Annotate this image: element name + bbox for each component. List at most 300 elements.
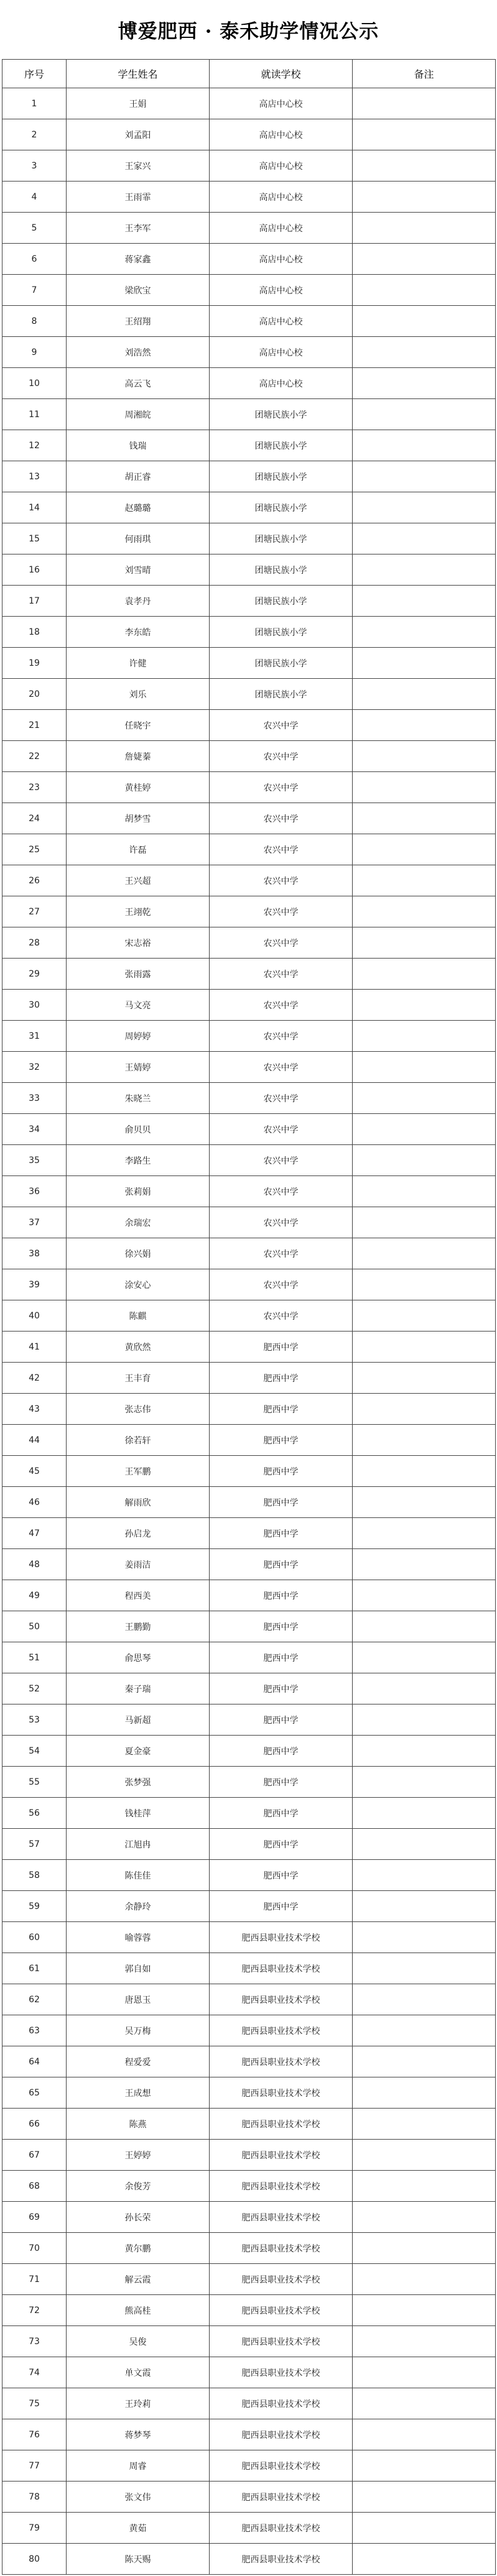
- table-row: [2, 430, 496, 461]
- table-row: [2, 1425, 496, 1456]
- cell-school: 肥西县职业技术学校: [210, 2388, 353, 2419]
- cell-student-name: 唐恩玉: [67, 1984, 210, 2015]
- cell-index: 11: [2, 399, 67, 430]
- cell-student-name: 江旭冉: [67, 1829, 210, 1860]
- cell-school: 肥西中学: [210, 1736, 353, 1767]
- table-row: [2, 1580, 496, 1611]
- table-row: [2, 213, 496, 244]
- cell-student-name: 袁孝丹: [67, 586, 210, 617]
- cell-school: 农兴中学: [210, 990, 353, 1021]
- table-row: [2, 1860, 496, 1891]
- cell-remark: [353, 2326, 496, 2357]
- cell-school: 肥西县职业技术学校: [210, 2264, 353, 2295]
- cell-index: 46: [2, 1487, 67, 1518]
- cell-index: 28: [2, 927, 67, 959]
- cell-index: 55: [2, 1767, 67, 1798]
- cell-student-name: 钱瑞: [67, 430, 210, 461]
- table-row: [2, 1611, 496, 1642]
- cell-index: 4: [2, 182, 67, 213]
- cell-school: 团塘民族小学: [210, 461, 353, 492]
- cell-school: 团塘民族小学: [210, 586, 353, 617]
- cell-student-name: 王绍翔: [67, 306, 210, 337]
- cell-student-name: 王雨霏: [67, 182, 210, 213]
- cell-school: 肥西中学: [210, 1549, 353, 1580]
- table-row: [2, 2015, 496, 2046]
- cell-student-name: 周湘皖: [67, 399, 210, 430]
- cell-remark: [353, 2015, 496, 2046]
- cell-remark: [353, 586, 496, 617]
- cell-index: 6: [2, 244, 67, 275]
- table-row: [2, 586, 496, 617]
- table-row: [2, 1518, 496, 1549]
- cell-index: 71: [2, 2264, 67, 2295]
- cell-remark: [353, 772, 496, 803]
- cell-remark: [353, 337, 496, 368]
- cell-remark: [353, 182, 496, 213]
- cell-remark: [353, 1021, 496, 1052]
- cell-remark: [353, 2544, 496, 2575]
- cell-index: 23: [2, 772, 67, 803]
- cell-remark: [353, 2357, 496, 2388]
- cell-school: 肥西中学: [210, 1425, 353, 1456]
- cell-index: 8: [2, 306, 67, 337]
- cell-school: 农兴中学: [210, 710, 353, 741]
- table-row: [2, 150, 496, 182]
- cell-student-name: 张文伟: [67, 2482, 210, 2513]
- cell-student-name: 周睿: [67, 2450, 210, 2482]
- cell-student-name: 秦子瑞: [67, 1673, 210, 1704]
- cell-index: 37: [2, 1207, 67, 1238]
- cell-student-name: 朱晓兰: [67, 1083, 210, 1114]
- cell-student-name: 徐若轩: [67, 1425, 210, 1456]
- table-row: [2, 2419, 496, 2450]
- page-title: 博爱肥西 · 泰禾助学情况公示: [118, 21, 379, 43]
- cell-school: 肥西中学: [210, 1891, 353, 1922]
- table-row: [2, 927, 496, 959]
- table-row: [2, 1394, 496, 1425]
- cell-remark: [353, 1642, 496, 1673]
- table-row: [2, 1736, 496, 1767]
- cell-school: 农兴中学: [210, 834, 353, 865]
- cell-index: 32: [2, 1052, 67, 1083]
- cell-school: 肥西中学: [210, 1363, 353, 1394]
- cell-student-name: 张莉娟: [67, 1176, 210, 1207]
- cell-school: 高店中心校: [210, 306, 353, 337]
- cell-index: 25: [2, 834, 67, 865]
- student-table: [2, 59, 496, 2575]
- table-row: [2, 1145, 496, 1176]
- table-row: [2, 2544, 496, 2575]
- cell-remark: [353, 368, 496, 399]
- table-row: [2, 244, 496, 275]
- cell-student-name: 黄桂婷: [67, 772, 210, 803]
- cell-student-name: 解云霞: [67, 2264, 210, 2295]
- cell-school: 高店中心校: [210, 213, 353, 244]
- cell-school: 团塘民族小学: [210, 617, 353, 648]
- table-row: [2, 1798, 496, 1829]
- cell-index: 31: [2, 1021, 67, 1052]
- cell-school: 肥西县职业技术学校: [210, 2171, 353, 2202]
- cell-index: 51: [2, 1642, 67, 1673]
- cell-remark: [353, 1580, 496, 1611]
- cell-remark: [353, 927, 496, 959]
- cell-remark: [353, 213, 496, 244]
- table-row: [2, 2233, 496, 2264]
- cell-school: 肥西县职业技术学校: [210, 2202, 353, 2233]
- table-row: [2, 2109, 496, 2140]
- cell-remark: [353, 2140, 496, 2171]
- cell-index: 44: [2, 1425, 67, 1456]
- cell-index: 69: [2, 2202, 67, 2233]
- cell-school: 高店中心校: [210, 368, 353, 399]
- cell-remark: [353, 1114, 496, 1145]
- cell-student-name: 王成想: [67, 2077, 210, 2109]
- cell-school: 肥西县职业技术学校: [210, 2482, 353, 2513]
- cell-remark: [353, 1269, 496, 1300]
- cell-student-name: 夏金豪: [67, 1736, 210, 1767]
- cell-student-name: 李路生: [67, 1145, 210, 1176]
- cell-school: 肥西中学: [210, 1798, 353, 1829]
- cell-remark: [353, 275, 496, 306]
- cell-index: 60: [2, 1922, 67, 1953]
- table-row: [2, 2264, 496, 2295]
- table-row: [2, 554, 496, 586]
- table-row: [2, 2295, 496, 2326]
- header-remark: 备注: [353, 60, 496, 88]
- cell-remark: [353, 1145, 496, 1176]
- cell-remark: [353, 2513, 496, 2544]
- cell-index: 27: [2, 896, 67, 927]
- cell-student-name: 高云飞: [67, 368, 210, 399]
- cell-school: 农兴中学: [210, 1021, 353, 1052]
- cell-school: 团塘民族小学: [210, 523, 353, 554]
- cell-index: 39: [2, 1269, 67, 1300]
- cell-student-name: 王兴超: [67, 865, 210, 896]
- cell-school: 农兴中学: [210, 1238, 353, 1269]
- cell-student-name: 吴俊: [67, 2326, 210, 2357]
- cell-index: 59: [2, 1891, 67, 1922]
- cell-school: 肥西中学: [210, 1456, 353, 1487]
- cell-remark: [353, 306, 496, 337]
- cell-student-name: 孙启龙: [67, 1518, 210, 1549]
- cell-index: 18: [2, 617, 67, 648]
- table-row: [2, 2388, 496, 2419]
- table-row: [2, 1642, 496, 1673]
- cell-index: 36: [2, 1176, 67, 1207]
- cell-remark: [353, 150, 496, 182]
- cell-school: 肥西县职业技术学校: [210, 1953, 353, 1984]
- cell-school: 肥西中学: [210, 1642, 353, 1673]
- cell-student-name: 陈佳佳: [67, 1860, 210, 1891]
- cell-school: 肥西中学: [210, 1829, 353, 1860]
- cell-index: 53: [2, 1704, 67, 1736]
- cell-remark: [353, 1922, 496, 1953]
- table-row: [2, 1300, 496, 1332]
- cell-index: 19: [2, 648, 67, 679]
- table-row: [2, 1207, 496, 1238]
- cell-student-name: 王翊乾: [67, 896, 210, 927]
- cell-school: 肥西中学: [210, 1580, 353, 1611]
- table-row: [2, 865, 496, 896]
- table-row: [2, 1704, 496, 1736]
- header-student-name: 学生姓名: [67, 60, 210, 88]
- cell-school: 农兴中学: [210, 1176, 353, 1207]
- cell-remark: [353, 523, 496, 554]
- cell-school: 肥西中学: [210, 1704, 353, 1736]
- cell-index: 38: [2, 1238, 67, 1269]
- cell-school: 农兴中学: [210, 927, 353, 959]
- cell-school: 农兴中学: [210, 1145, 353, 1176]
- cell-student-name: 郭自如: [67, 1953, 210, 1984]
- cell-student-name: 刘浩然: [67, 337, 210, 368]
- cell-student-name: 张雨露: [67, 959, 210, 990]
- cell-remark: [353, 2202, 496, 2233]
- cell-index: 52: [2, 1673, 67, 1704]
- cell-index: 75: [2, 2388, 67, 2419]
- cell-index: 63: [2, 2015, 67, 2046]
- table-row: [2, 896, 496, 927]
- cell-school: 肥西中学: [210, 1394, 353, 1425]
- cell-remark: [353, 1798, 496, 1829]
- table-row: [2, 648, 496, 679]
- table-row: [2, 1114, 496, 1145]
- cell-index: 34: [2, 1114, 67, 1145]
- table-row: [2, 1829, 496, 1860]
- cell-index: 62: [2, 1984, 67, 2015]
- cell-index: 77: [2, 2450, 67, 2482]
- cell-index: 7: [2, 275, 67, 306]
- table-row: [2, 368, 496, 399]
- cell-remark: [353, 1083, 496, 1114]
- cell-student-name: 俞思琴: [67, 1642, 210, 1673]
- cell-index: 68: [2, 2171, 67, 2202]
- cell-remark: [353, 617, 496, 648]
- cell-student-name: 陈燕: [67, 2109, 210, 2140]
- cell-school: 肥西县职业技术学校: [210, 2450, 353, 2482]
- cell-student-name: 俞贝贝: [67, 1114, 210, 1145]
- table-body: [2, 88, 496, 2575]
- cell-remark: [353, 679, 496, 710]
- cell-index: 79: [2, 2513, 67, 2544]
- cell-index: 43: [2, 1394, 67, 1425]
- cell-school: 团塘民族小学: [210, 430, 353, 461]
- cell-school: 肥西中学: [210, 1860, 353, 1891]
- cell-remark: [353, 2388, 496, 2419]
- cell-remark: [353, 1207, 496, 1238]
- table-row: [2, 1238, 496, 1269]
- table-row: [2, 1984, 496, 2015]
- header-index: 序号: [2, 60, 67, 88]
- cell-index: 35: [2, 1145, 67, 1176]
- cell-student-name: 程西美: [67, 1580, 210, 1611]
- cell-school: 肥西县职业技术学校: [210, 2513, 353, 2544]
- cell-remark: [353, 834, 496, 865]
- cell-remark: [353, 554, 496, 586]
- cell-index: 76: [2, 2419, 67, 2450]
- cell-index: 70: [2, 2233, 67, 2264]
- cell-index: 9: [2, 337, 67, 368]
- cell-index: 64: [2, 2046, 67, 2077]
- cell-index: 49: [2, 1580, 67, 1611]
- cell-remark: [353, 2450, 496, 2482]
- table-row: [2, 492, 496, 523]
- cell-remark: [353, 1549, 496, 1580]
- cell-school: 高店中心校: [210, 88, 353, 119]
- cell-remark: [353, 990, 496, 1021]
- table-row: [2, 1487, 496, 1518]
- table-row: [2, 679, 496, 710]
- cell-school: 农兴中学: [210, 1083, 353, 1114]
- cell-remark: [353, 959, 496, 990]
- cell-student-name: 詹婕蓁: [67, 741, 210, 772]
- cell-student-name: 刘雪晴: [67, 554, 210, 586]
- cell-student-name: 涂安心: [67, 1269, 210, 1300]
- cell-student-name: 赵璐璐: [67, 492, 210, 523]
- cell-student-name: 熊高桂: [67, 2295, 210, 2326]
- cell-remark: [353, 88, 496, 119]
- cell-index: 20: [2, 679, 67, 710]
- cell-student-name: 徐兴娟: [67, 1238, 210, 1269]
- table-row: [2, 1269, 496, 1300]
- cell-school: 肥西县职业技术学校: [210, 2109, 353, 2140]
- header-school: 就读学校: [210, 60, 353, 88]
- table-row: [2, 2482, 496, 2513]
- cell-student-name: 何雨琪: [67, 523, 210, 554]
- cell-remark: [353, 1238, 496, 1269]
- cell-remark: [353, 1425, 496, 1456]
- cell-remark: [353, 1984, 496, 2015]
- table-row: [2, 337, 496, 368]
- cell-index: 73: [2, 2326, 67, 2357]
- cell-remark: [353, 1518, 496, 1549]
- table-row: [2, 1052, 496, 1083]
- cell-remark: [353, 1300, 496, 1332]
- cell-student-name: 宋志裕: [67, 927, 210, 959]
- cell-school: 肥西中学: [210, 1673, 353, 1704]
- cell-index: 26: [2, 865, 67, 896]
- cell-remark: [353, 399, 496, 430]
- cell-student-name: 黄欣然: [67, 1332, 210, 1363]
- cell-index: 13: [2, 461, 67, 492]
- cell-index: 57: [2, 1829, 67, 1860]
- table-row: [2, 306, 496, 337]
- cell-student-name: 马新超: [67, 1704, 210, 1736]
- table-row: [2, 2046, 496, 2077]
- cell-student-name: 单文霞: [67, 2357, 210, 2388]
- cell-student-name: 梁欣宝: [67, 275, 210, 306]
- cell-remark: [353, 896, 496, 927]
- cell-index: 30: [2, 990, 67, 1021]
- cell-school: 肥西县职业技术学校: [210, 1922, 353, 1953]
- cell-index: 2: [2, 119, 67, 150]
- cell-index: 47: [2, 1518, 67, 1549]
- cell-student-name: 孙长荣: [67, 2202, 210, 2233]
- cell-student-name: 蒋梦琴: [67, 2419, 210, 2450]
- cell-student-name: 张志伟: [67, 1394, 210, 1425]
- cell-index: 17: [2, 586, 67, 617]
- cell-remark: [353, 2109, 496, 2140]
- cell-remark: [353, 1394, 496, 1425]
- cell-index: 72: [2, 2295, 67, 2326]
- cell-student-name: 胡梦雪: [67, 803, 210, 834]
- table-row: [2, 2171, 496, 2202]
- table-row: [2, 399, 496, 430]
- cell-school: 农兴中学: [210, 1269, 353, 1300]
- table-row: [2, 2077, 496, 2109]
- cell-student-name: 钱桂萍: [67, 1798, 210, 1829]
- cell-remark: [353, 2171, 496, 2202]
- cell-index: 58: [2, 1860, 67, 1891]
- cell-remark: [353, 2264, 496, 2295]
- cell-remark: [353, 461, 496, 492]
- table-row: [2, 88, 496, 119]
- cell-student-name: 余瑞宏: [67, 1207, 210, 1238]
- table-row: [2, 803, 496, 834]
- cell-index: 14: [2, 492, 67, 523]
- cell-index: 21: [2, 710, 67, 741]
- cell-student-name: 余静玲: [67, 1891, 210, 1922]
- table-row: [2, 2357, 496, 2388]
- cell-school: 肥西县职业技术学校: [210, 1984, 353, 2015]
- cell-index: 33: [2, 1083, 67, 1114]
- cell-index: 54: [2, 1736, 67, 1767]
- cell-school: 肥西县职业技术学校: [210, 2544, 353, 2575]
- cell-school: 高店中心校: [210, 337, 353, 368]
- cell-remark: [353, 1052, 496, 1083]
- table-row: [2, 617, 496, 648]
- cell-student-name: 王婧婷: [67, 1052, 210, 1083]
- table-row: [2, 523, 496, 554]
- cell-student-name: 吴万梅: [67, 2015, 210, 2046]
- cell-student-name: 解雨欣: [67, 1487, 210, 1518]
- cell-student-name: 余俊芳: [67, 2171, 210, 2202]
- cell-school: 肥西县职业技术学校: [210, 2357, 353, 2388]
- table-row: [2, 772, 496, 803]
- cell-index: 29: [2, 959, 67, 990]
- cell-student-name: 王军鹏: [67, 1456, 210, 1487]
- cell-remark: [353, 2295, 496, 2326]
- cell-remark: [353, 1176, 496, 1207]
- cell-student-name: 许磊: [67, 834, 210, 865]
- cell-index: 15: [2, 523, 67, 554]
- cell-student-name: 胡正睿: [67, 461, 210, 492]
- cell-index: 78: [2, 2482, 67, 2513]
- cell-student-name: 王丰育: [67, 1363, 210, 1394]
- cell-index: 61: [2, 1953, 67, 1984]
- cell-remark: [353, 1704, 496, 1736]
- table-row: [2, 1673, 496, 1704]
- cell-school: 农兴中学: [210, 865, 353, 896]
- table-row: [2, 1767, 496, 1798]
- table-row: [2, 1176, 496, 1207]
- cell-student-name: 蒋家鑫: [67, 244, 210, 275]
- cell-index: 48: [2, 1549, 67, 1580]
- cell-remark: [353, 1673, 496, 1704]
- table-row: [2, 119, 496, 150]
- table-row: [2, 2202, 496, 2233]
- table-row: [2, 2140, 496, 2171]
- cell-school: 团塘民族小学: [210, 648, 353, 679]
- cell-index: 41: [2, 1332, 67, 1363]
- cell-student-name: 任晓宇: [67, 710, 210, 741]
- cell-school: 农兴中学: [210, 1114, 353, 1145]
- cell-school: 肥西中学: [210, 1487, 353, 1518]
- cell-student-name: 黄茹: [67, 2513, 210, 2544]
- cell-school: 农兴中学: [210, 896, 353, 927]
- cell-student-name: 许健: [67, 648, 210, 679]
- cell-remark: [353, 1953, 496, 1984]
- cell-student-name: 陈天赐: [67, 2544, 210, 2575]
